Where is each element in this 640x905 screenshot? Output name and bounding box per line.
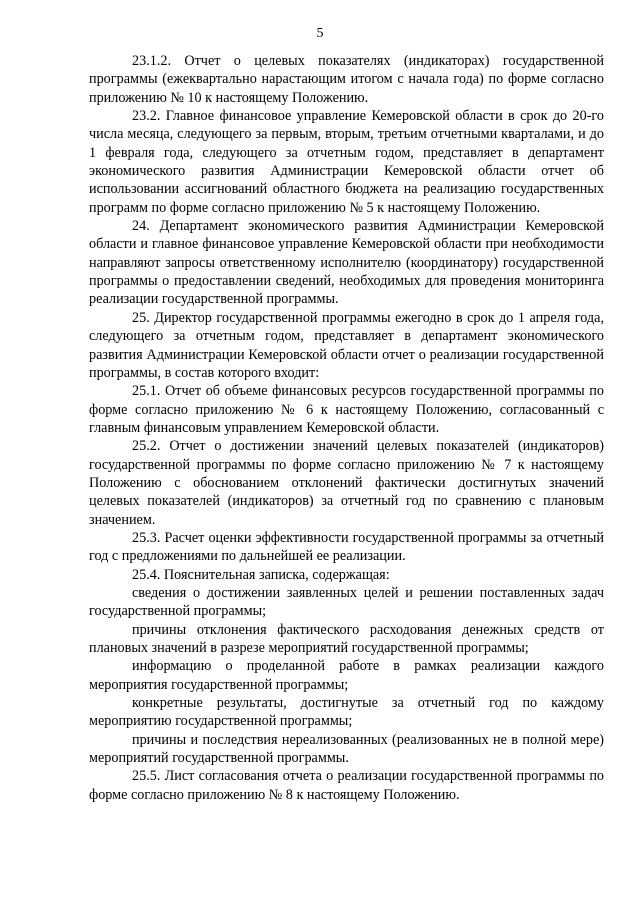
paragraph-25-3: 25.3. Расчет оценки эффективности государственной программы за отчетный год с предложениями по дальнейшей ее реализации. [89, 529, 604, 565]
list-item-unrealized-measures: причины и последствия нереализованных (реализованных не в полной мере) мероприятий государственной программы. [89, 731, 604, 767]
list-item-work-done: информацию о проделанной работе в рамках реализации каждого мероприятия государственной программы; [89, 658, 604, 693]
paragraph-25: 25. Директор государственной программы ежегодно в срок до 1 апреля года, следующего за отчетным годом, представляет в департамент экономического развития Администрации Кемеровской области отчет о реализации государственной программы, в состав которого входит: [89, 309, 604, 381]
page-number: 5 [316, 26, 324, 41]
list-item-goals: сведения о достижении заявленных целей и решении поставленных задач государственной программы; [89, 584, 604, 620]
paragraph-23-1-2: 23.1.2. Отчет о целевых показателях (индикаторах) государственной программы (ежеквартально нарастающим итогом с начала года) по форме согласно приложению № 10 к настоящему Положению. [89, 53, 604, 106]
paragraph-25-1: 25.1. Отчет об объеме финансовых ресурсов государственной программы по форме согласно приложению № 6 к настоящему Положению, согласованный с главным финансовым управлением Кемеровской области. [89, 383, 604, 436]
paragraph-23-2: 23.2. Главное финансовое управление Кемеровской области в срок до 20-го числа месяца, следующего за первым, вторым, третьим отчетными кварталами, и до 1 февраля года, следующего за отчетным годом, представляет в департамент экономического развития Администрации Кемеровской области отчет об использовании ассигнований областного бюджета на реализацию государственных программ по форме согласно приложению № 5 к настоящему Положению. [89, 108, 604, 216]
paragraph-25-4: 25.4. Пояснительная записка, содержащая: [132, 566, 390, 583]
paragraph-24: 24. Департамент экономического развития Администрации Кемеровской области и главное финансовое управление Кемеровской области при необходимости направляют запросы ответственному исполнителю (координатору) государственной программы о предоставлении сведений, необходимых для проведения мониторинга реализации государственной программы. [89, 218, 604, 308]
list-item-results: конкретные результаты, достигнутые за отчетный год по каждому мероприятию государственной программы; [89, 695, 604, 730]
list-item-deviation-reasons: причины отклонения фактического расходования денежных средств от плановых значений в разрезе мероприятий государственной программы; [89, 621, 604, 656]
document-body [89, 52, 604, 804]
paragraph-25-2: 25.2. Отчет о достижении значений целевых показателей (индикаторов) государственной программы по форме согласно приложению № 7 к настоящему Положению с обоснованием отклонений фактически достигнутых значений целевых показателей (индикаторов) за отчетный год по сравнению с плановым значением. [89, 438, 604, 528]
paragraph-25-5: 25.5. Лист согласования отчета о реализации государственной программы по форме согласно приложению № 8 к настоящему Положению. [89, 768, 604, 803]
